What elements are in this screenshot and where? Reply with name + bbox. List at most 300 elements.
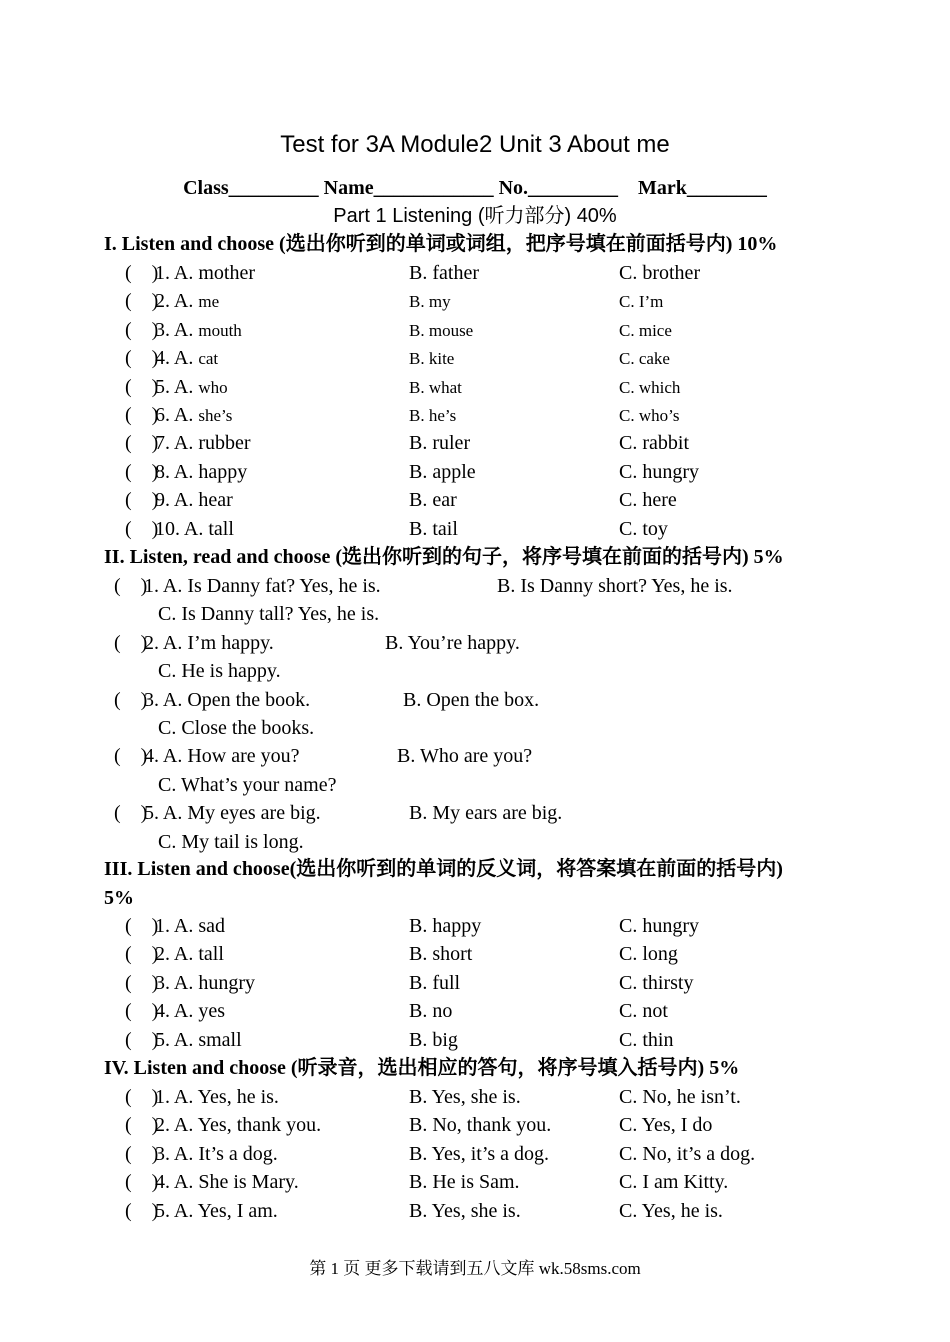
option-letter: C. <box>619 943 643 966</box>
option-letter: C. <box>619 1086 643 1108</box>
option-a <box>155 1083 279 1111</box>
option-c <box>619 940 678 968</box>
question-row <box>0 287 950 315</box>
option-c <box>619 401 679 430</box>
question-number: 2. <box>155 943 170 966</box>
option-c-text: which <box>638 377 681 397</box>
question-number: 4. <box>155 347 170 370</box>
answer-blank[interactable]: ( ) <box>125 1142 159 1165</box>
question-number: 6. <box>155 404 170 426</box>
answer-blank[interactable]: ( ) <box>125 318 159 341</box>
option-c <box>619 373 680 402</box>
question-number: 1. <box>155 262 170 284</box>
option-letter: C. <box>619 320 639 340</box>
option-letter: A. <box>170 318 199 341</box>
option-letter: A. <box>159 688 188 711</box>
option-b-text: Open the box. <box>426 688 540 711</box>
option-b-text: Is Danny short? Yes, he is. <box>520 575 733 597</box>
option-letter: C. <box>619 1114 642 1137</box>
option-a <box>155 997 225 1025</box>
option-letter: B. <box>409 1086 432 1108</box>
option-b <box>403 686 539 714</box>
answer-blank[interactable]: ( ) <box>114 575 148 597</box>
option-a-text: My eyes are big. <box>187 802 321 825</box>
option-letter: C. <box>158 773 181 796</box>
option-letter: B. <box>409 460 433 483</box>
question-row-cont <box>0 600 950 628</box>
option-c <box>619 1083 741 1111</box>
option-letter: A. <box>170 1199 198 1222</box>
option-letter: B. <box>385 631 408 654</box>
option-c-text: I am Kitty. <box>642 1171 729 1194</box>
option-a <box>155 515 234 543</box>
option-letter: B. <box>409 1171 433 1194</box>
option-b <box>409 1168 520 1196</box>
option-a-text: hungry <box>198 971 256 994</box>
option-a-text: mouth <box>198 320 242 340</box>
answer-blank[interactable]: ( ) <box>114 688 148 711</box>
option-letter: B. <box>409 1114 433 1137</box>
option-a-text: she’s <box>198 406 233 425</box>
option-b <box>497 572 733 600</box>
option-letter: A. <box>159 802 188 825</box>
option-letter: A. <box>170 489 199 512</box>
answer-blank[interactable]: ( ) <box>125 1114 159 1137</box>
option-b <box>409 969 460 997</box>
option-b <box>409 373 462 402</box>
question-number: 2. <box>144 631 159 654</box>
question-number: 5. <box>155 1199 170 1222</box>
option-c-text: here <box>642 489 677 512</box>
option-a <box>155 287 219 316</box>
option-letter: B. <box>497 575 521 597</box>
question-row <box>0 486 950 514</box>
option-a <box>155 401 232 430</box>
option-letter: B. <box>409 292 429 312</box>
student-info-line: Class_________ Name____________ No._________ Mark________ <box>183 177 767 199</box>
option-c <box>619 316 672 345</box>
option-letter: A. <box>170 1000 199 1023</box>
option-c <box>158 714 314 742</box>
option-letter: A. <box>159 745 188 768</box>
option-letter: A. <box>170 262 199 284</box>
option-letter: C. <box>158 717 182 739</box>
answer-blank[interactable]: ( ) <box>125 262 159 284</box>
option-c-text: brother <box>642 262 701 284</box>
option-letter: A. <box>170 404 199 426</box>
option-letter: C. <box>619 349 639 369</box>
option-letter: C. <box>619 971 643 994</box>
option-letter: C. <box>619 406 639 425</box>
option-c-text: I’m <box>638 292 664 312</box>
option-a-text: Open the book. <box>187 688 311 711</box>
option-b <box>409 287 451 316</box>
option-c <box>619 912 699 940</box>
answer-blank[interactable]: ( ) <box>125 971 159 994</box>
option-a-text: mother <box>198 262 255 284</box>
option-letter: A. <box>170 432 199 455</box>
option-c <box>158 771 336 799</box>
question-row <box>0 373 950 401</box>
option-b <box>409 1140 549 1168</box>
option-c <box>619 486 677 514</box>
option-c <box>158 828 304 856</box>
option-b-text: ruler <box>432 432 471 455</box>
option-c <box>619 458 699 486</box>
option-c-text: who’s <box>638 406 680 425</box>
section-2-heading: II. Listen, read and choose (选出你听到的句子，将序号填在前面的括号内) 5% <box>104 546 784 568</box>
option-b-text: He is Sam. <box>432 1171 520 1194</box>
option-a-text: It’s a dog. <box>198 1142 278 1165</box>
section-3-heading-cont: 5% <box>104 887 134 909</box>
option-c <box>619 1168 728 1196</box>
option-b-text: short <box>432 943 473 966</box>
option-a <box>144 629 274 657</box>
answer-blank[interactable]: ( ) <box>125 1000 159 1023</box>
option-letter: C. <box>158 830 182 853</box>
question-row <box>0 1111 950 1139</box>
option-letter: B. <box>409 943 433 966</box>
option-a <box>144 572 381 600</box>
option-b-text: what <box>428 377 462 397</box>
section-4-heading: IV. Listen and choose (听录音，选出相应的答句，将序号填入括号内) 5% <box>104 1057 740 1079</box>
answer-blank[interactable]: ( ) <box>125 460 159 483</box>
option-b <box>409 316 473 345</box>
option-a <box>144 742 300 770</box>
answer-blank[interactable]: ( ) <box>125 915 159 937</box>
option-c <box>158 657 281 685</box>
option-letter: C. <box>619 1142 643 1165</box>
option-a <box>155 1111 321 1139</box>
option-b <box>409 259 479 287</box>
option-letter: B. <box>409 517 433 540</box>
option-letter: A. <box>170 460 199 483</box>
option-b <box>409 429 470 457</box>
question-number: 4. <box>155 1171 170 1194</box>
answer-blank[interactable]: ( ) <box>125 404 159 426</box>
option-letter: B. <box>409 971 433 994</box>
question-number: 8. <box>155 460 170 483</box>
question-number: 3. <box>155 1142 170 1165</box>
option-b <box>409 997 452 1025</box>
option-a-text: Yes, thank you. <box>197 1114 322 1137</box>
option-b <box>409 799 562 827</box>
option-a <box>155 1140 278 1168</box>
answer-blank[interactable]: ( ) <box>114 802 148 825</box>
answer-blank[interactable]: ( ) <box>125 1086 159 1108</box>
answer-blank[interactable]: ( ) <box>125 1199 159 1222</box>
option-letter: A. <box>159 631 188 654</box>
option-b-text: my <box>428 292 451 312</box>
option-b <box>409 1083 521 1111</box>
question-row <box>0 629 950 657</box>
option-letter: B. <box>409 1028 433 1051</box>
option-a <box>155 940 224 968</box>
option-letter: C. <box>619 1000 643 1023</box>
option-a-text: tall <box>198 943 224 966</box>
option-a <box>155 912 225 940</box>
option-c-text: long <box>642 943 678 966</box>
option-c-text: thirsty <box>642 971 694 994</box>
option-c-text: My tail is long. <box>181 830 304 853</box>
option-letter: A. <box>170 915 199 937</box>
option-b-text: tail <box>432 517 458 540</box>
question-row-cont <box>0 771 950 799</box>
option-c-text: thin <box>642 1028 674 1051</box>
option-b-text: Yes, she is. <box>431 1086 521 1108</box>
option-letter: B. <box>409 432 433 455</box>
question-row <box>0 429 950 457</box>
option-b <box>397 742 532 770</box>
option-letter: A. <box>170 943 199 966</box>
answer-blank[interactable]: ( ) <box>125 489 159 512</box>
option-a <box>155 1168 299 1196</box>
answer-blank[interactable]: ( ) <box>114 631 148 654</box>
option-letter: B. <box>409 802 433 825</box>
option-letter: B. <box>409 915 433 937</box>
answer-blank[interactable]: ( ) <box>125 432 159 455</box>
option-letter: B. <box>409 1000 433 1023</box>
question-number: 3. <box>155 971 170 994</box>
option-c <box>619 1111 712 1139</box>
option-letter: A. <box>170 290 199 313</box>
option-a-text: cat <box>198 349 219 369</box>
option-a-text: Yes, he is. <box>197 1086 279 1108</box>
option-a <box>144 686 310 714</box>
question-number: 5. <box>155 375 170 398</box>
option-c-text: No, he isn’t. <box>642 1086 741 1108</box>
option-a <box>155 969 255 997</box>
option-c-text: Close the books. <box>181 717 315 739</box>
question-row <box>0 458 950 486</box>
option-a <box>155 486 233 514</box>
question-row <box>0 316 950 344</box>
question-row-cont <box>0 714 950 742</box>
question-row <box>0 1083 950 1111</box>
question-row <box>0 515 950 543</box>
option-b-text: no <box>432 1000 453 1023</box>
option-letter: A. <box>170 347 199 370</box>
option-letter: C. <box>158 660 182 683</box>
question-number: 3. <box>155 318 170 341</box>
option-c <box>619 287 663 316</box>
option-letter: A. <box>170 1171 199 1194</box>
question-row-cont <box>0 828 950 856</box>
option-b-text: mouse <box>428 320 474 340</box>
option-c-text: Is Danny tall? Yes, he is. <box>181 603 380 626</box>
question-number: 5. <box>155 1028 170 1051</box>
option-letter: A. <box>170 1028 199 1051</box>
option-letter: A. <box>170 1142 199 1165</box>
question-row <box>0 799 950 827</box>
part-heading: Part 1 Listening (听力部分) 40% <box>333 205 617 227</box>
option-a-text: rubber <box>198 432 251 455</box>
option-b <box>409 912 481 940</box>
question-row <box>0 1026 950 1054</box>
option-letter: B. <box>409 377 429 397</box>
option-letter: B. <box>403 688 427 711</box>
option-b-text: Yes, she is. <box>431 1199 521 1222</box>
question-row <box>0 1197 950 1225</box>
option-letter: C. <box>619 1171 643 1194</box>
option-a <box>155 316 242 345</box>
question-number: 2. <box>155 1114 170 1137</box>
question-row <box>0 742 950 770</box>
option-c <box>619 997 668 1025</box>
question-row <box>0 259 950 287</box>
option-c-text: Yes, I do <box>641 1114 713 1137</box>
question-row <box>0 401 950 429</box>
option-a-text: who <box>198 377 228 397</box>
option-b-text: apple <box>432 460 476 483</box>
option-a <box>144 799 321 827</box>
answer-blank[interactable]: ( ) <box>125 290 159 313</box>
option-a-text: small <box>198 1028 242 1051</box>
option-b-text: father <box>432 262 479 284</box>
option-b-text: he’s <box>428 406 457 425</box>
option-b-text: big <box>432 1028 458 1051</box>
option-c-text: not <box>642 1000 668 1023</box>
option-letter: A. <box>170 1114 198 1137</box>
option-b <box>409 940 472 968</box>
option-letter: C. <box>619 262 643 284</box>
question-row <box>0 940 950 968</box>
question-number: 2. <box>155 290 170 313</box>
section-1-heading: I. Listen and choose (选出你听到的单词或词组，把序号填在前面括号内) 10% <box>104 233 778 255</box>
page-title: Test for 3A Module2 Unit 3 About me <box>280 131 670 158</box>
option-c-text: toy <box>642 517 668 540</box>
option-letter: C. <box>158 603 182 626</box>
answer-blank[interactable]: ( ) <box>125 347 159 370</box>
option-a-text: I’m happy. <box>187 631 274 654</box>
option-a-text: tall <box>208 517 234 540</box>
question-number: 4. <box>155 1000 170 1023</box>
option-letter: A. <box>170 375 199 398</box>
question-number: 3. <box>144 688 159 711</box>
option-letter: B. <box>409 406 429 425</box>
option-b-text: You’re happy. <box>407 631 520 654</box>
option-letter: A. <box>170 1086 198 1108</box>
option-b <box>409 401 456 430</box>
option-letter: C. <box>619 432 643 455</box>
question-row <box>0 1140 950 1168</box>
answer-blank[interactable]: ( ) <box>125 375 159 398</box>
option-c-text: hungry <box>642 460 700 483</box>
option-a-text: She is Mary. <box>198 1171 299 1194</box>
question-number: 4. <box>144 745 159 768</box>
answer-blank[interactable]: ( ) <box>114 745 148 768</box>
option-b-text: Yes, it’s a dog. <box>431 1142 550 1165</box>
option-letter: A. <box>180 517 209 540</box>
option-c <box>619 1197 723 1225</box>
page-footer: 第 1 页 更多下载请到五八文库 wk.58sms.com <box>309 1259 641 1278</box>
option-a <box>155 344 218 373</box>
option-a-text: sad <box>198 915 226 937</box>
question-row <box>0 686 950 714</box>
option-c <box>619 1026 673 1054</box>
option-letter: A. <box>170 971 199 994</box>
question-number: 7. <box>155 432 170 455</box>
option-c-text: Yes, he is. <box>641 1199 723 1222</box>
question-number: 9. <box>155 489 170 512</box>
answer-blank[interactable]: ( ) <box>125 1171 159 1194</box>
option-a <box>155 373 228 402</box>
option-letter: C. <box>619 1028 643 1051</box>
option-b-text: happy <box>432 915 482 937</box>
option-a <box>155 458 247 486</box>
option-c-text: He is happy. <box>181 660 281 683</box>
answer-blank[interactable]: ( ) <box>125 943 159 966</box>
option-b <box>409 1197 521 1225</box>
question-row <box>0 572 950 600</box>
option-a <box>155 429 251 457</box>
answer-blank[interactable]: ( ) <box>125 1028 159 1051</box>
option-c <box>619 969 693 997</box>
option-a-text: me <box>198 292 220 312</box>
question-number: 1. <box>155 1086 170 1108</box>
option-c-text: What’s your name? <box>180 773 337 796</box>
option-b-text: No, thank you. <box>432 1114 552 1137</box>
option-a-text: Yes, I am. <box>197 1199 278 1222</box>
option-b <box>409 458 476 486</box>
option-c-text: No, it’s a dog. <box>642 1142 756 1165</box>
question-number: 1. <box>155 915 170 937</box>
question-row <box>0 969 950 997</box>
question-number: 5. <box>144 802 159 825</box>
option-b <box>409 1111 551 1139</box>
option-a <box>155 259 255 287</box>
option-c <box>619 344 670 373</box>
option-b-text: Who are you? <box>419 745 533 768</box>
question-row-cont <box>0 657 950 685</box>
option-letter: C. <box>619 377 639 397</box>
option-c <box>619 515 668 543</box>
option-letter: C. <box>619 915 643 937</box>
option-letter: C. <box>619 1199 642 1222</box>
question-row <box>0 912 950 940</box>
option-c-text: mice <box>638 320 672 340</box>
option-b <box>409 515 458 543</box>
option-b <box>409 344 454 373</box>
option-a-text: Is Danny fat? Yes, he is. <box>187 575 381 597</box>
option-letter: C. <box>619 292 639 312</box>
option-letter: B. <box>409 1142 432 1165</box>
option-letter: A. <box>159 575 188 597</box>
option-a-text: yes <box>198 1000 226 1023</box>
section-3-heading: III. Listen and choose(选出你听到的单词的反义词，将答案填在前面的括号内) <box>104 858 783 880</box>
option-letter: B. <box>409 262 433 284</box>
option-b <box>409 486 457 514</box>
question-row <box>0 997 950 1025</box>
option-c <box>619 429 689 457</box>
option-c <box>619 1140 755 1168</box>
option-letter: C. <box>619 489 643 512</box>
option-c <box>158 600 379 628</box>
option-letter: B. <box>409 349 429 369</box>
option-c-text: cake <box>638 349 670 369</box>
question-number: 1. <box>144 575 159 597</box>
option-a-text: happy <box>198 460 248 483</box>
question-row <box>0 1168 950 1196</box>
option-a <box>155 1197 278 1225</box>
option-b-text: My ears are big. <box>432 802 563 825</box>
option-b-text: kite <box>428 349 455 369</box>
option-letter: B. <box>409 489 433 512</box>
answer-blank[interactable]: ( ) <box>125 517 159 540</box>
option-c <box>619 259 700 287</box>
option-letter: B. <box>397 745 420 768</box>
option-letter: B. <box>409 320 429 340</box>
